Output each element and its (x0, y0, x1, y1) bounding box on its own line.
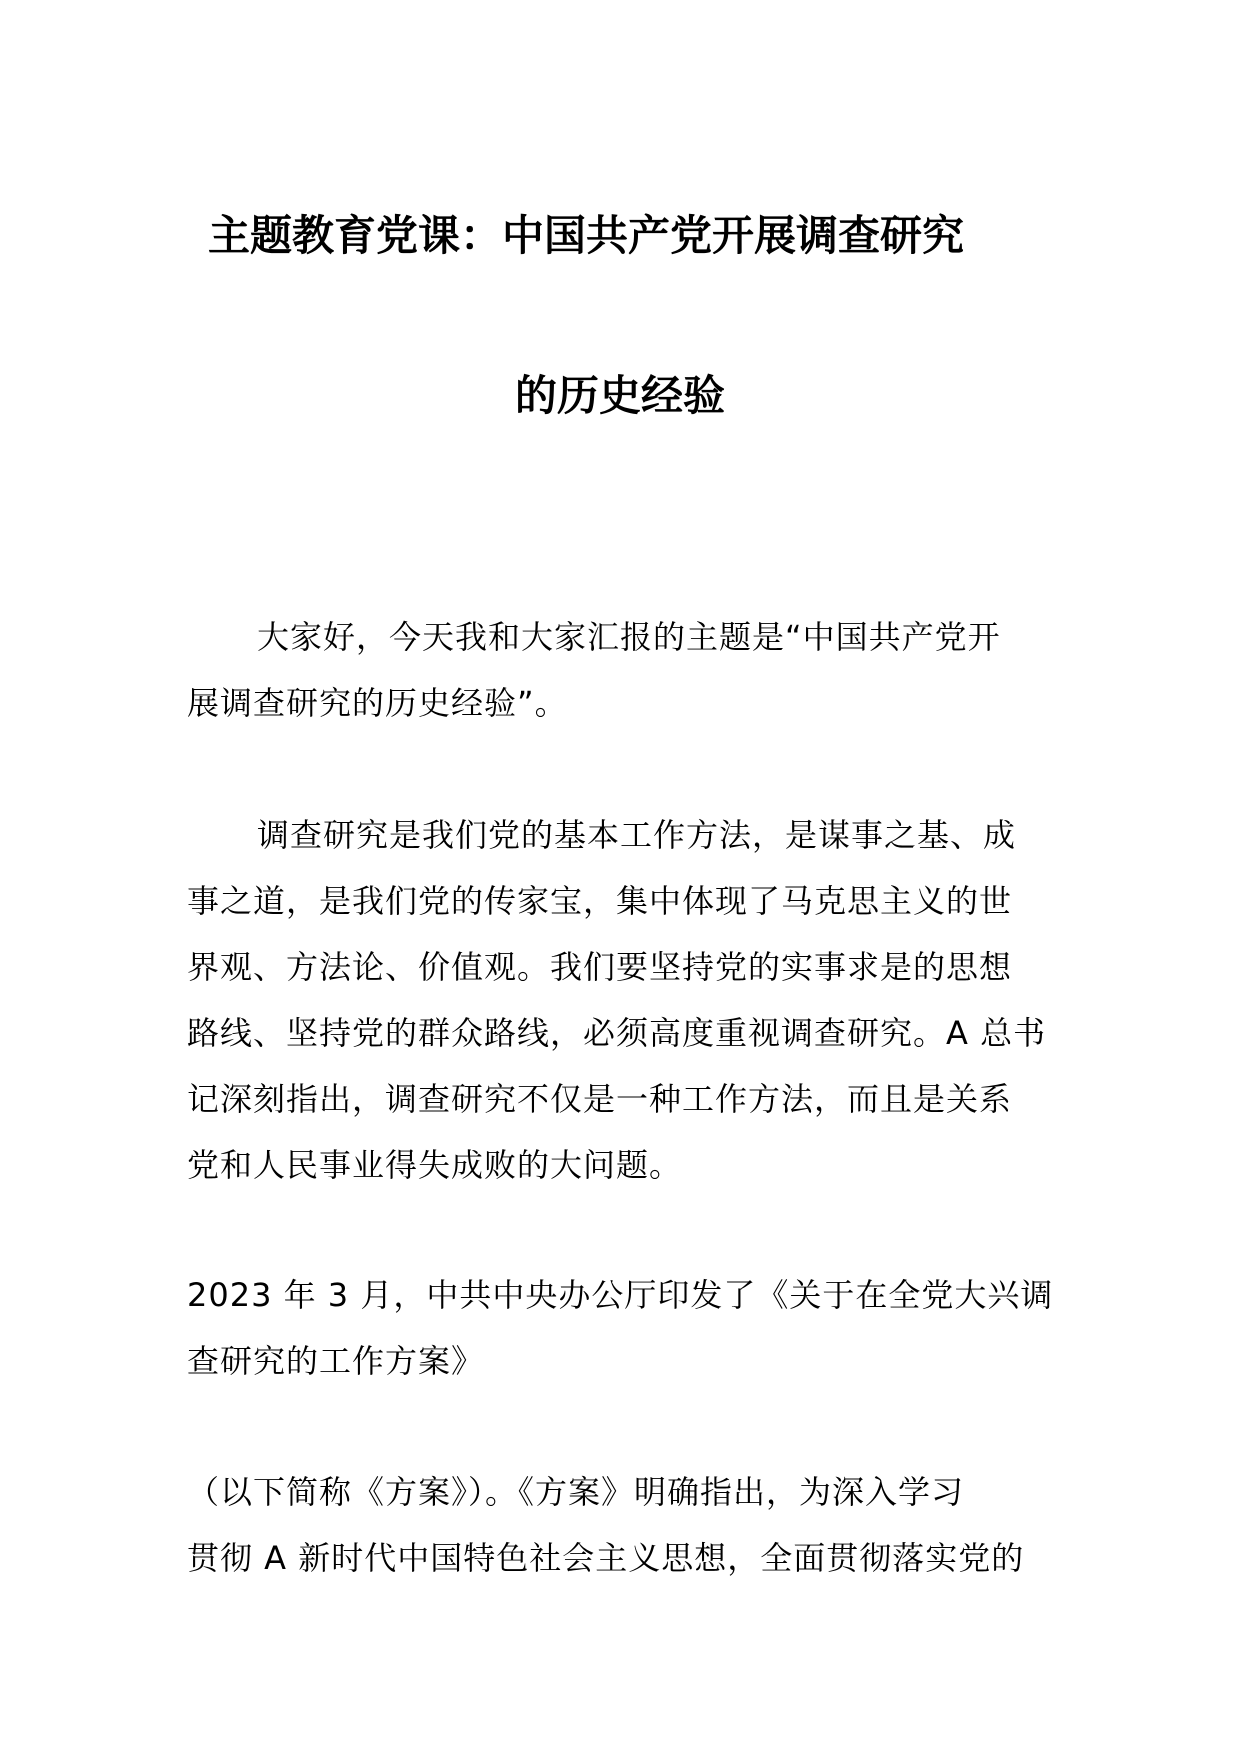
paragraph-line: （以下简称《方案》）。《方案》明确指出，为深入学习 (187, 1473, 965, 1511)
paragraph-line: 贯彻 A 新时代中国特色社会主义思想，全面贯彻落实党的 (187, 1539, 1025, 1577)
paragraph-research-importance (187, 802, 1053, 1198)
paragraph-line: 路线、坚持党的群众路线，必须高度重视调查研究。A 总书 (187, 1014, 1047, 1052)
paragraph-greeting (187, 604, 1053, 736)
paragraph-line: 界观、方法论、价值观。我们要坚持党的实事求是的思想 (187, 948, 1013, 986)
paragraph-line: 调查研究是我们党的基本工作方法，是谋事之基、成 (257, 816, 1017, 854)
paragraph-plan-abbreviation (187, 1459, 1053, 1591)
paragraph-line: 查研究的工作方案》 (187, 1342, 485, 1380)
paragraph-line: 记深刻指出，调查研究不仅是一种工作方法，而且是关系 (187, 1080, 1013, 1118)
paragraph-line: 党和人民事业得失成败的大问题。 (187, 1146, 683, 1184)
paragraph-line: 展调查研究的历史经验”。 (187, 684, 568, 722)
paragraph-line: 事之道，是我们党的传家宝，集中体现了马克思主义的世 (187, 882, 1013, 920)
paragraph-line: 2023 年 3 月，中共中央办公厅印发了《关于在全党大兴调 (187, 1276, 1054, 1314)
document-title-line-2: 的历史经验 (514, 371, 725, 420)
paragraph-2023-plan (187, 1262, 1053, 1394)
paragraph-line: 大家好，今天我和大家汇报的主题是“中国共产党开 (257, 618, 1001, 656)
document-title-line-1: 主题教育党课：中国共产党开展调查研究 (208, 211, 965, 260)
